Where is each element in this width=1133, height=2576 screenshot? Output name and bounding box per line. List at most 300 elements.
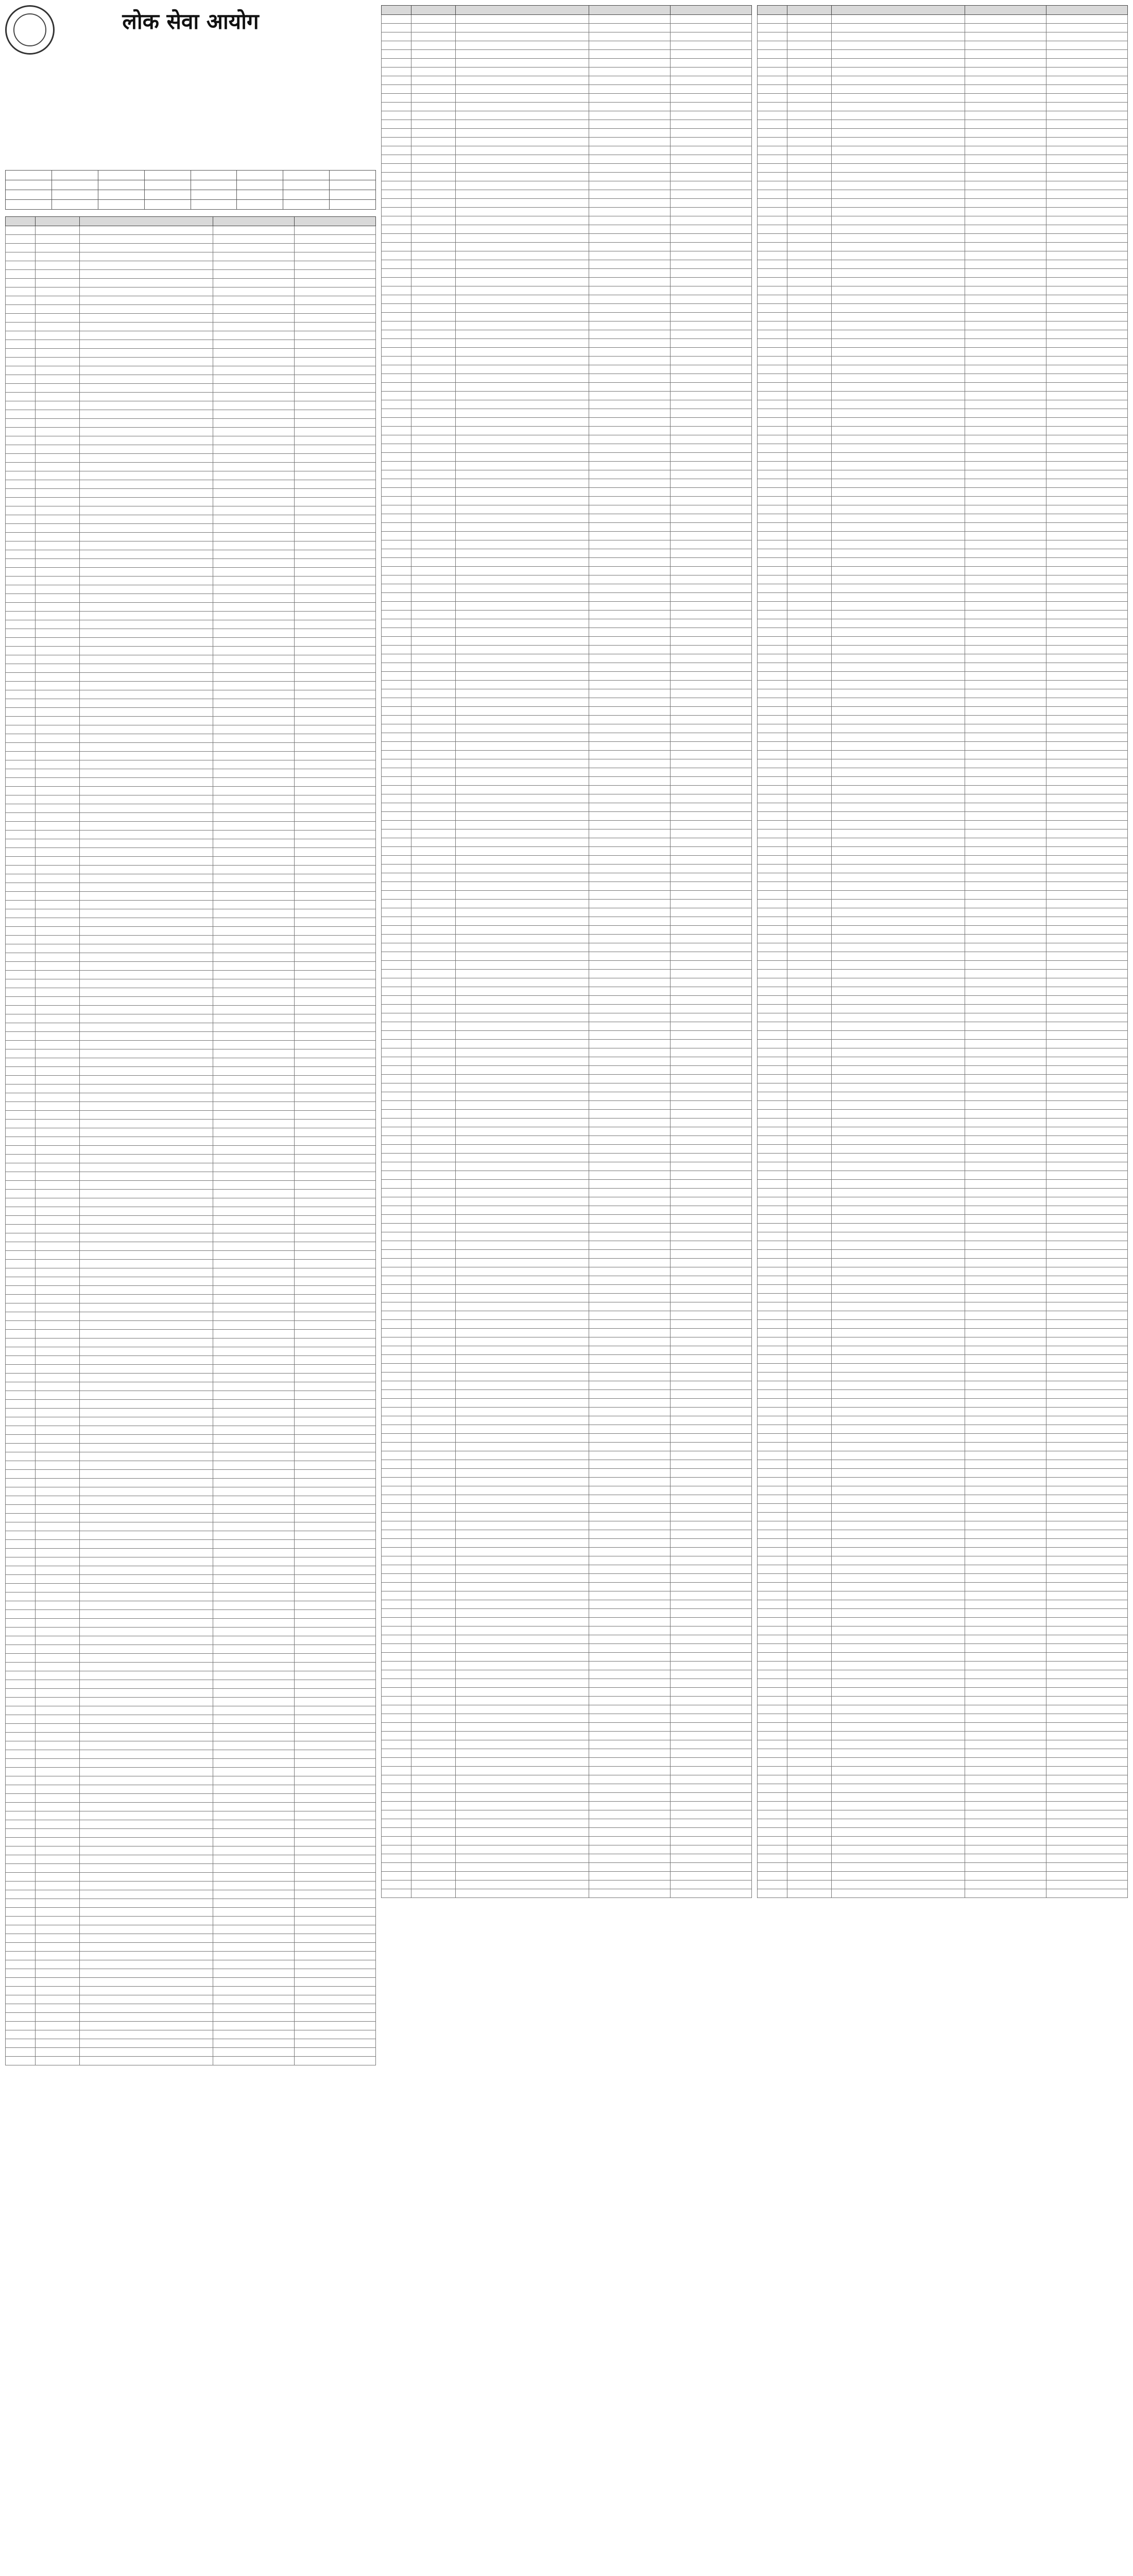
table-cell [758, 190, 787, 199]
table-cell [382, 339, 411, 348]
table-cell [382, 1346, 411, 1355]
table-cell [294, 1382, 375, 1391]
table-cell [758, 15, 787, 24]
table-cell [965, 1189, 1046, 1197]
table-cell [6, 515, 36, 524]
table-cell [382, 1127, 411, 1136]
table-cell [455, 1372, 589, 1381]
table-cell [455, 768, 589, 777]
table-cell [79, 1111, 213, 1120]
table-cell [831, 926, 965, 935]
table-row [6, 1391, 376, 1400]
table-row [382, 1688, 752, 1697]
table-cell [79, 1759, 213, 1768]
table-row [382, 514, 752, 523]
table-cell [831, 628, 965, 637]
table-cell [213, 1890, 294, 1899]
table-cell [787, 646, 831, 654]
table-cell [79, 1952, 213, 1960]
table-cell [787, 418, 831, 427]
table-row [6, 1820, 376, 1829]
table-cell [589, 978, 670, 987]
table-row [382, 891, 752, 900]
table-cell [6, 1654, 36, 1663]
table-cell [589, 768, 670, 777]
table-row [382, 1434, 752, 1443]
table-cell [35, 1733, 79, 1741]
table-cell [670, 961, 751, 970]
table-cell [589, 961, 670, 970]
table-cell [455, 961, 589, 970]
table-cell [589, 1469, 670, 1478]
table-cell [670, 1600, 751, 1609]
table-cell [831, 409, 965, 418]
table-cell [294, 1584, 375, 1592]
table-cell [965, 742, 1046, 751]
table-cell [6, 892, 36, 901]
table-cell [1046, 304, 1127, 313]
table-row [382, 689, 752, 698]
table-row [758, 663, 1128, 672]
table-cell [411, 1819, 455, 1828]
table-cell [213, 1374, 294, 1382]
table-cell [965, 1732, 1046, 1740]
table-cell [6, 2022, 36, 2030]
table-cell [589, 873, 670, 882]
table-cell [35, 1444, 79, 1452]
table-row [382, 120, 752, 129]
table-cell [382, 286, 411, 295]
table-cell [455, 155, 589, 164]
table-cell [965, 619, 1046, 628]
table-cell [758, 1732, 787, 1740]
table-cell [294, 1645, 375, 1654]
table-cell [294, 1295, 375, 1303]
table-cell [294, 734, 375, 743]
table-cell [6, 620, 36, 629]
table-cell [455, 838, 589, 847]
table-cell [965, 348, 1046, 357]
table-cell [1046, 856, 1127, 865]
table-cell [787, 181, 831, 190]
table-row [758, 374, 1128, 383]
table-cell [382, 348, 411, 357]
table-cell [787, 497, 831, 505]
table-cell [411, 1670, 455, 1679]
table-cell [411, 15, 455, 24]
table-cell [294, 839, 375, 848]
table-cell [670, 1355, 751, 1364]
table-row [6, 1663, 376, 1671]
table-cell [411, 1241, 455, 1250]
table-row [758, 1583, 1128, 1591]
table-cell [831, 427, 965, 435]
table-cell [589, 1425, 670, 1434]
table-row [382, 558, 752, 567]
table-cell [670, 1767, 751, 1775]
table-row [382, 1408, 752, 1416]
table-cell [670, 1250, 751, 1259]
table-cell [382, 357, 411, 365]
table-row [6, 760, 376, 769]
table-cell [670, 1197, 751, 1206]
table-cell [1046, 891, 1127, 900]
results-table [381, 5, 752, 1898]
table-cell [589, 908, 670, 917]
table-cell [35, 1575, 79, 1584]
table-cell [382, 1101, 411, 1110]
table-row [758, 304, 1128, 313]
table-cell [213, 1549, 294, 1557]
table-row [382, 751, 752, 759]
table-cell [79, 813, 213, 822]
table-cell [589, 1784, 670, 1793]
table-cell [213, 1689, 294, 1698]
table-cell [965, 1434, 1046, 1443]
table-row [758, 357, 1128, 365]
table-cell [670, 1451, 751, 1460]
table-cell [213, 1514, 294, 1522]
table-cell [382, 549, 411, 558]
table-cell [787, 1565, 831, 1574]
table-cell [455, 1224, 589, 1232]
table-cell [831, 970, 965, 978]
table-cell [758, 900, 787, 908]
table-cell [411, 619, 455, 628]
summary-cell [191, 200, 237, 210]
table-row [758, 1276, 1128, 1285]
table-cell [831, 1013, 965, 1022]
table-row [6, 1829, 376, 1838]
table-cell [6, 393, 36, 401]
table-cell [965, 865, 1046, 873]
table-cell [6, 1724, 36, 1733]
table-cell [79, 1733, 213, 1741]
table-cell [411, 829, 455, 838]
table-cell [411, 348, 455, 357]
table-row [6, 1137, 376, 1146]
table-cell [670, 418, 751, 427]
table-cell [35, 270, 79, 279]
table-cell [965, 435, 1046, 444]
table-cell [589, 681, 670, 689]
table-cell [294, 1400, 375, 1409]
table-cell [79, 1776, 213, 1785]
table-row [6, 655, 376, 664]
table-cell [213, 1794, 294, 1803]
table-cell [1046, 278, 1127, 286]
table-cell [831, 978, 965, 987]
table-cell [455, 339, 589, 348]
table-cell [965, 523, 1046, 532]
table-cell [589, 794, 670, 803]
table-cell [831, 882, 965, 891]
table-cell [965, 646, 1046, 654]
summary-cell [330, 180, 376, 190]
table-cell [670, 1591, 751, 1600]
table-cell [758, 996, 787, 1005]
results-table [5, 216, 376, 2065]
table-cell [213, 2004, 294, 2013]
table-cell [758, 164, 787, 173]
table-cell [79, 1277, 213, 1286]
table-cell [589, 672, 670, 681]
table-row [382, 330, 752, 339]
table-row [6, 524, 376, 533]
table-row [758, 891, 1128, 900]
table-cell [787, 1399, 831, 1408]
table-cell [787, 716, 831, 724]
table-cell [670, 383, 751, 392]
table-cell [1046, 1337, 1127, 1346]
table-cell [79, 1417, 213, 1426]
table-cell [670, 1495, 751, 1504]
table-cell [294, 489, 375, 498]
table-cell [382, 786, 411, 794]
table-row [6, 1058, 376, 1067]
table-cell [35, 1479, 79, 1487]
table-row [382, 1224, 752, 1232]
table-cell [6, 463, 36, 471]
table-cell [831, 1767, 965, 1775]
table-cell [831, 348, 965, 357]
table-cell [589, 1880, 670, 1889]
table-cell [831, 1854, 965, 1863]
table-row [6, 1321, 376, 1330]
table-row [382, 917, 752, 926]
table-cell [589, 1022, 670, 1031]
table-cell [787, 1040, 831, 1048]
table-cell [79, 1295, 213, 1303]
table-row [382, 339, 752, 348]
table-cell [213, 953, 294, 962]
table-cell [294, 1794, 375, 1803]
table-cell [411, 812, 455, 821]
table-cell [831, 1556, 965, 1565]
table-cell [965, 1635, 1046, 1644]
table-cell [79, 366, 213, 375]
table-cell [787, 654, 831, 663]
table-cell [382, 856, 411, 865]
table-cell [831, 540, 965, 549]
table-cell [411, 1118, 455, 1127]
table-cell [35, 699, 79, 708]
table-cell [6, 1111, 36, 1120]
table-row [6, 1330, 376, 1338]
table-row [6, 848, 376, 857]
table-row [6, 1733, 376, 1741]
table-row [6, 629, 376, 638]
table-cell [1046, 1197, 1127, 1206]
table-row [382, 1565, 752, 1574]
table-cell [213, 1873, 294, 1882]
table-cell [455, 1197, 589, 1206]
table-cell [411, 1504, 455, 1513]
table-cell [831, 1022, 965, 1031]
table-cell [382, 1311, 411, 1320]
table-row [382, 943, 752, 952]
table-cell [382, 313, 411, 321]
table-cell [589, 742, 670, 751]
table-cell [589, 1644, 670, 1653]
table-cell [6, 1522, 36, 1531]
table-cell [589, 470, 670, 479]
table-cell [758, 1162, 787, 1171]
table-cell [455, 619, 589, 628]
table-row [382, 584, 752, 593]
table-row [6, 296, 376, 305]
table-row [6, 1671, 376, 1680]
table-row [758, 470, 1128, 479]
table-cell [670, 1171, 751, 1180]
table-row [6, 1452, 376, 1461]
table-cell [1046, 768, 1127, 777]
table-row [382, 1740, 752, 1749]
table-cell [965, 514, 1046, 523]
table-row [6, 1260, 376, 1268]
table-row [382, 908, 752, 917]
table-cell [411, 900, 455, 908]
table-row [758, 251, 1128, 260]
table-cell [831, 803, 965, 812]
table-cell [411, 1057, 455, 1066]
table-cell [35, 1890, 79, 1899]
table-cell [455, 208, 589, 216]
table-cell [831, 1390, 965, 1399]
table-cell [670, 1162, 751, 1171]
table-cell [382, 1810, 411, 1819]
table-cell [831, 1337, 965, 1346]
table-cell [670, 532, 751, 540]
table-cell [589, 357, 670, 365]
table-row [6, 384, 376, 393]
table-cell [589, 637, 670, 646]
table-cell [589, 847, 670, 856]
table-cell [965, 593, 1046, 602]
table-cell [382, 1434, 411, 1443]
table-cell [965, 313, 1046, 321]
table-cell [382, 803, 411, 812]
table-cell [787, 1224, 831, 1232]
table-cell [6, 795, 36, 804]
table-cell [758, 611, 787, 619]
table-cell [213, 2013, 294, 2022]
table-cell [35, 1628, 79, 1636]
table-cell [382, 1092, 411, 1101]
table-cell [670, 689, 751, 698]
table-row [758, 1285, 1128, 1294]
table-cell [382, 1390, 411, 1399]
table-cell [670, 637, 751, 646]
table-cell [294, 1654, 375, 1663]
table-cell [294, 515, 375, 524]
table-cell [787, 1539, 831, 1548]
table-cell [35, 2022, 79, 2030]
table-cell [787, 1767, 831, 1775]
table-cell [294, 1882, 375, 1890]
table-cell [6, 1934, 36, 1943]
table-row [6, 1312, 376, 1321]
table-cell [589, 164, 670, 173]
table-cell [455, 1013, 589, 1022]
table-cell [6, 1312, 36, 1321]
table-cell [787, 759, 831, 768]
table-cell [213, 1338, 294, 1347]
table-cell [294, 1724, 375, 1733]
table-cell [589, 225, 670, 234]
table-cell [294, 1628, 375, 1636]
table-cell [79, 901, 213, 909]
table-cell [455, 1889, 589, 1898]
table-cell [670, 1872, 751, 1880]
table-row [6, 1557, 376, 1566]
table-cell [213, 1566, 294, 1575]
table-cell [670, 628, 751, 637]
table-cell [1046, 751, 1127, 759]
table-cell [758, 50, 787, 59]
table-cell [758, 1784, 787, 1793]
table-cell [411, 751, 455, 759]
table-cell [1046, 497, 1127, 505]
table-cell [670, 1101, 751, 1110]
table-cell [455, 646, 589, 654]
table-cell [294, 620, 375, 629]
table-cell [294, 1102, 375, 1111]
table-cell [758, 794, 787, 803]
table-cell [965, 173, 1046, 181]
table-cell [1046, 532, 1127, 540]
table-cell [79, 1706, 213, 1715]
table-cell [670, 1118, 751, 1127]
table-cell [965, 1740, 1046, 1749]
table-row [6, 1715, 376, 1724]
table-row [382, 374, 752, 383]
table-cell [831, 1819, 965, 1828]
table-cell [411, 462, 455, 470]
table-cell [1046, 138, 1127, 146]
table-cell [6, 1584, 36, 1592]
table-cell [213, 1741, 294, 1750]
table-cell [294, 471, 375, 480]
table-cell [1046, 479, 1127, 488]
table-row [758, 1872, 1128, 1880]
table-cell [455, 1075, 589, 1083]
table-row [382, 251, 752, 260]
table-cell [411, 1626, 455, 1635]
table-cell [6, 1006, 36, 1014]
table-cell [294, 1198, 375, 1207]
table-cell [213, 235, 294, 244]
table-cell [589, 523, 670, 532]
table-cell [6, 314, 36, 323]
table-cell [6, 1260, 36, 1268]
table-row [758, 1022, 1128, 1031]
table-cell [382, 1145, 411, 1154]
table-cell [670, 751, 751, 759]
table-cell [965, 1775, 1046, 1784]
table-cell [1046, 961, 1127, 970]
table-cell [6, 261, 36, 270]
table-cell [758, 1609, 787, 1618]
table-cell [294, 1076, 375, 1084]
table-cell [965, 1574, 1046, 1583]
table-cell [213, 489, 294, 498]
table-cell [965, 1784, 1046, 1793]
table-cell [965, 1224, 1046, 1232]
table-cell [589, 155, 670, 164]
table-cell [79, 463, 213, 471]
table-row [758, 646, 1128, 654]
